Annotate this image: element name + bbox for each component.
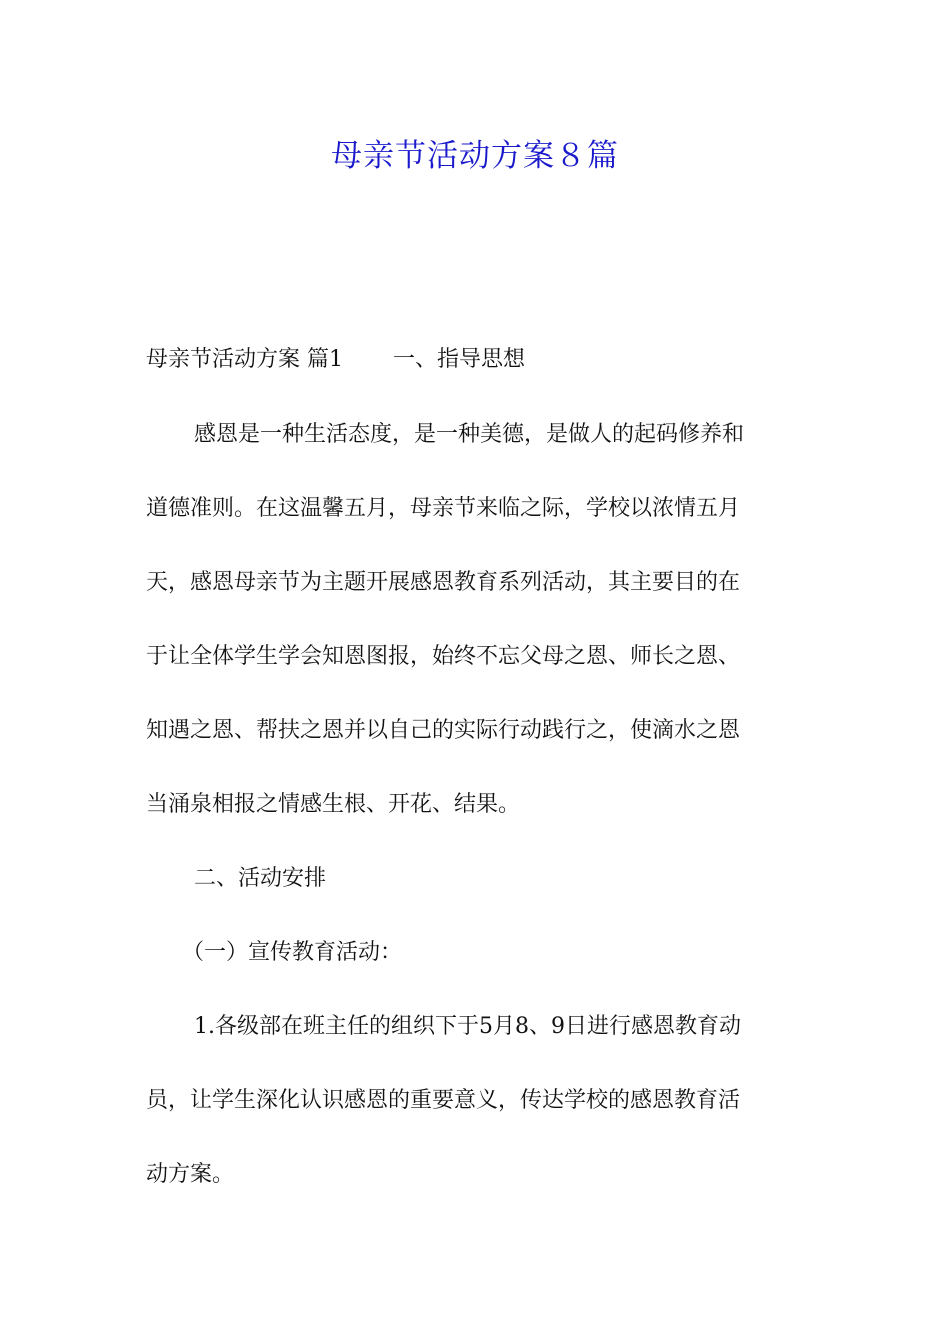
document-title: 母亲节活动方案８篇: [331, 138, 619, 174]
item-line: 动方案。: [146, 1162, 235, 1187]
subheading-publicity-education: （一）宣传教育活动：: [182, 940, 403, 965]
heading-activity-arrangement: 二、活动安排: [194, 866, 327, 891]
section-label: 母亲节活动方案 篇1: [146, 347, 343, 372]
paragraph-line: 感恩是一种生活态度，是一种美德，是做人的起码修养和: [194, 422, 745, 447]
item-line: 1.各级部在班主任的组织下于5月8、9日进行感恩教育动: [194, 1014, 741, 1039]
paragraph-line: 当涌泉相报之情感生根、开花、结果。: [146, 792, 521, 817]
paragraph-line: 天，感恩母亲节为主题开展感恩教育系列活动，其主要目的在: [146, 570, 741, 595]
paragraph-line: 于让全体学生学会知恩图报，始终不忘父母之恩、师长之恩、: [146, 644, 741, 669]
item-line: 员，让学生深化认识感恩的重要意义，传达学校的感恩教育活: [146, 1088, 741, 1113]
section-heading-line: [146, 345, 808, 375]
paragraph-line: 知遇之恩、帮扶之恩并以自己的实际行动践行之，使滴水之恩: [146, 718, 741, 743]
paragraph-line: 道德准则。在这温馨五月，母亲节来临之际，学校以浓情五月: [146, 496, 741, 521]
heading-guiding-ideology: 一、指导思想: [393, 347, 526, 372]
